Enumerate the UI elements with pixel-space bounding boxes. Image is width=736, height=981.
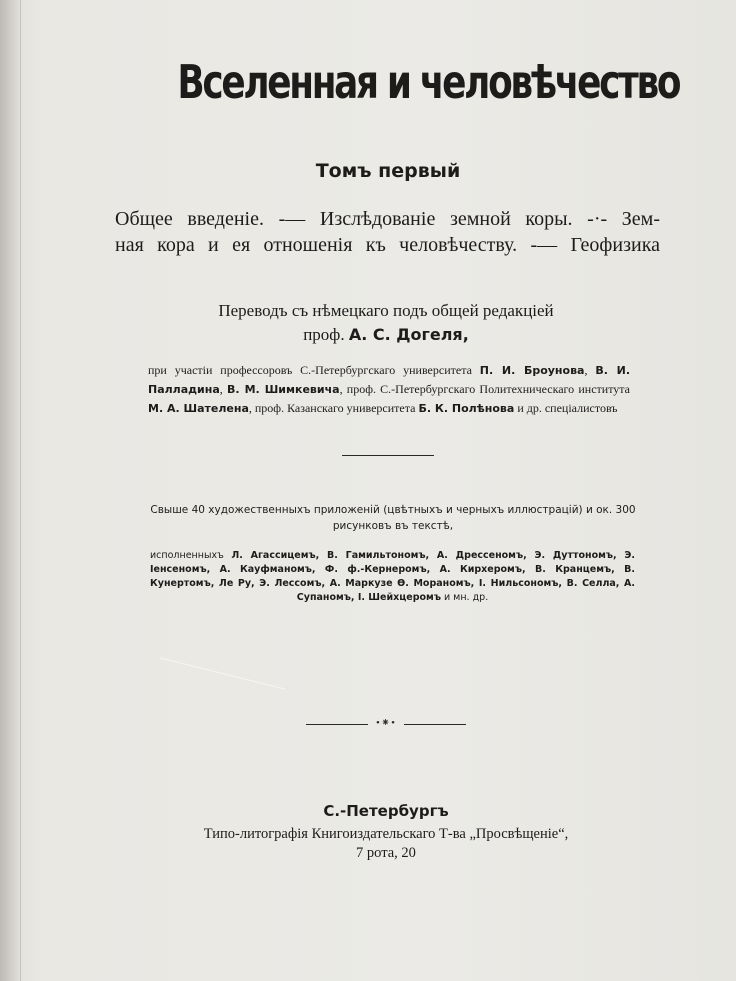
editor-line: [18, 325, 736, 345]
ornamental-divider: [306, 717, 466, 731]
contents-line-2: ная кора и ея отношенія къ человѣчеству. -— Геофизика: [115, 234, 660, 256]
professor-name-2: В. И. Палладина: [148, 364, 631, 396]
editor-name: А. С. Догеля,: [348, 325, 469, 344]
ornament-line-left: [306, 724, 368, 725]
participation-text-1: при участіи профессоровъ С.-Петербургскаго университета: [148, 363, 480, 377]
artists-names: Л. Агассицемъ, В. Гамильтономъ, А. Дрессеномъ, Э. Дуттономъ, Э. Іенсеномъ, А. Кауфманомъ, Ф. ф.-Кернеромъ, А. Кирхеромъ, В. Кранцемъ, В. Кунертомъ, Ле Ру, Э. Лессомъ, А. Маркузе Ѳ. Мораномъ, I. Нильсономъ, В. Селла, А. Супаномъ, I. Шейхцеромъ: [150, 550, 636, 603]
translation-note: Переводъ съ нѣмецкаго подъ общей редакціей: [218, 301, 554, 320]
professor-name-5: Б. К. Полѣнова: [418, 402, 515, 415]
ornament-line-right: [404, 724, 466, 725]
artists-prefix: исполненныхъ: [150, 550, 232, 561]
editor-prefix: проф.: [303, 325, 345, 344]
participation-note: [148, 361, 630, 418]
book-title: Вселенная и человѣчество: [177, 55, 680, 109]
participation-text-4: , проф. С.-Петербургскаго Политехническаго института: [339, 382, 630, 396]
illustrations-note: Свыше 40 художественныхъ приложеній (цвѣтныхъ и черныхъ иллюстрацій) и ок. 300 рисунковъ въ текстѣ,: [150, 504, 636, 532]
professor-name-4: М. А. Шателена: [148, 402, 249, 415]
artists-list: [150, 549, 635, 605]
volume-label: Томъ первый: [315, 160, 461, 182]
printer-name: Типо-литографія Книгоиздательскаго Т-ва „Просвѣщеніе“,: [203, 826, 569, 842]
printer-address: 7 рота, 20: [356, 845, 416, 861]
participation-text-2: ,: [584, 363, 596, 377]
professor-name-3: В. М. Шимкевича: [226, 383, 340, 396]
participation-text-5: , проф. Казанскаго университета: [248, 401, 419, 415]
contents-line-1: Общее введеніе. -— Изслѣдованіе земной коры. -·- Зем-: [115, 208, 660, 230]
participation-text-3: ,: [219, 382, 227, 396]
divider-rule: [342, 455, 434, 456]
professor-name-1: П. И. Броунова: [479, 364, 585, 377]
ornament-glyph: •⁕•: [376, 717, 396, 729]
paper-crease: [145, 657, 286, 748]
publication-city: С.-Петербургъ: [323, 802, 449, 820]
artists-suffix: и мн. др.: [440, 592, 489, 603]
contents-summary: [115, 206, 660, 258]
participation-text-6: и др. спеціалистовъ: [514, 401, 618, 415]
